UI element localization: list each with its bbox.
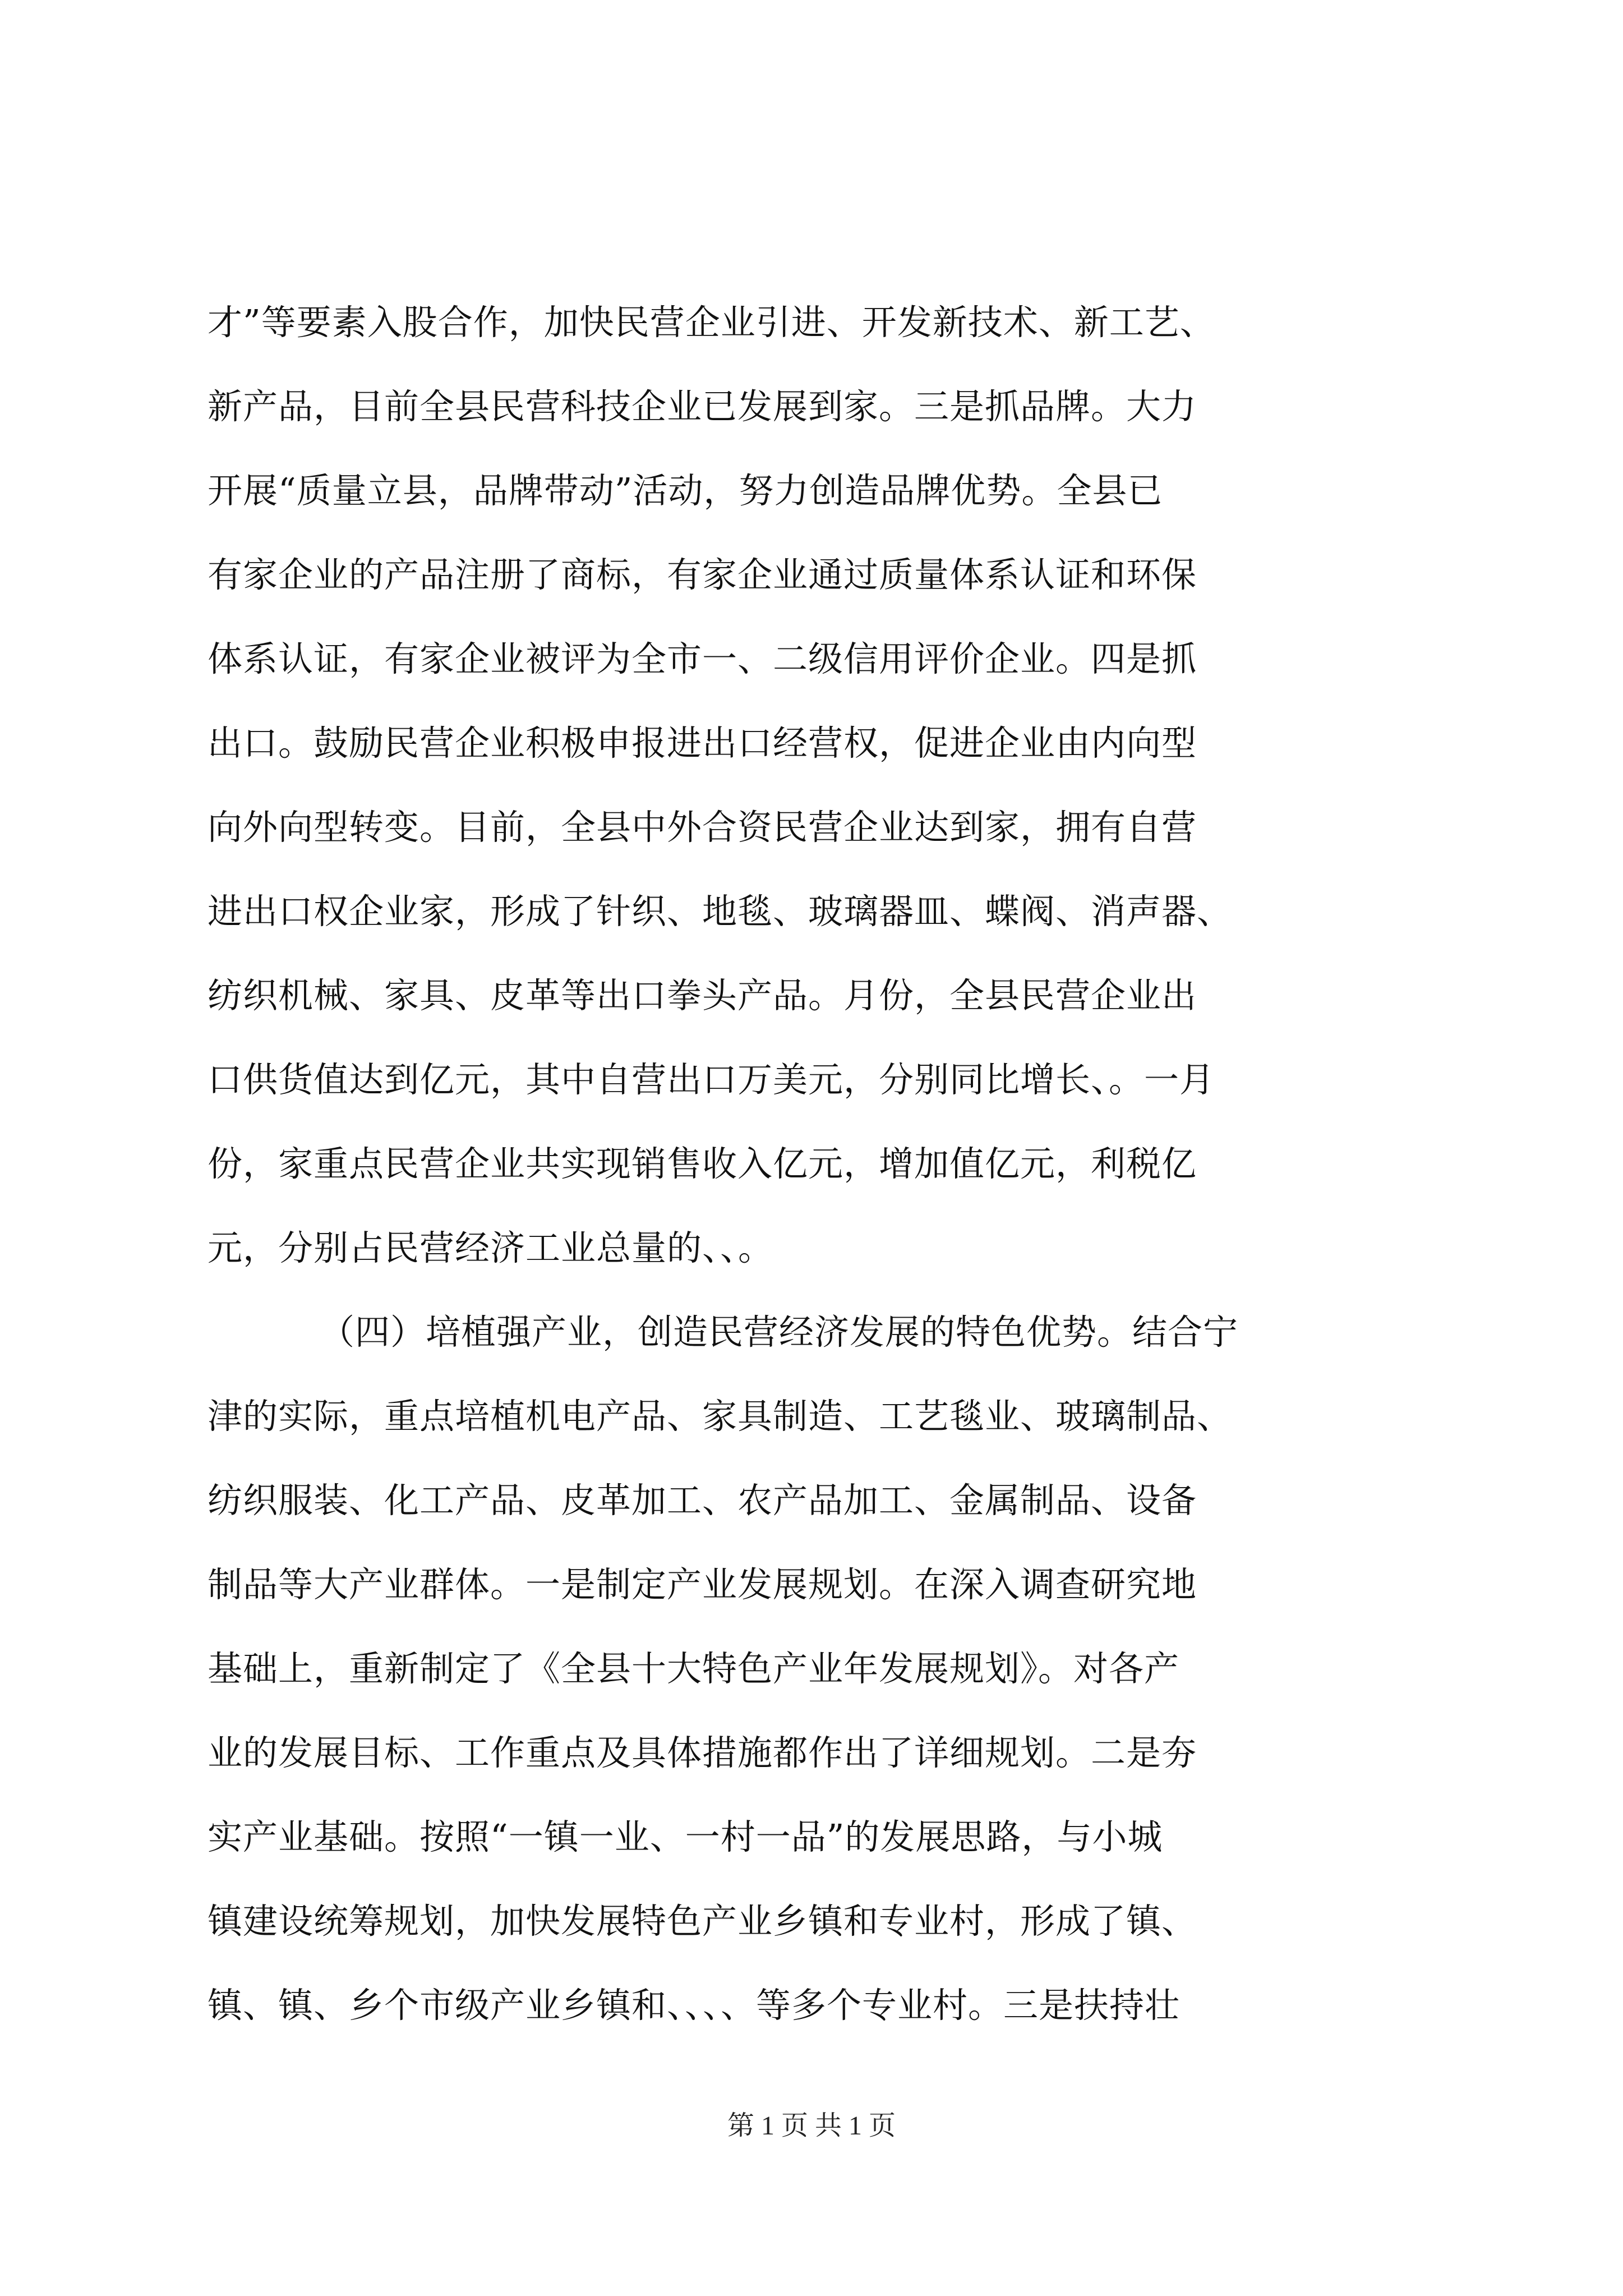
text-line: 出口。鼓励民营企业积极申报进出口经营权，促进企业由内向型 [208, 723, 1197, 763]
text-line: 纺织机械、家具、皮革等出口拳头产品。月份，全县民营企业出 [208, 975, 1197, 1016]
text-line: 开展“质量立县，品牌带动”活动，努力创造品牌优势。全县已 [208, 470, 1163, 511]
text-line: 纺织服装、化工产品、皮革加工、农产品加工、金属制品、设备 [208, 1480, 1197, 1521]
text-line: 有家企业的产品注册了商标，有家企业通过质量体系认证和环保 [208, 554, 1197, 595]
text-line: 进出口权企业家，形成了针织、地毯、玻璃器皿、蝶阀、消声器、 [208, 891, 1233, 932]
text-line: 新产品，目前全县民营科技企业已发展到家。三是抓品牌。大力 [208, 386, 1197, 427]
text-line: 镇、镇、乡个市级产业乡镇和、、、、等多个专业村。三是扶持壮 [208, 1985, 1181, 2026]
text-line: 才”等要素入股合作，加快民营企业引进、开发新技术、新工艺、 [208, 302, 1215, 343]
text-line: 镇建设统筹规划，加快发展特色产业乡镇和专业村，形成了镇、 [208, 1901, 1197, 1941]
page-footer [0, 2109, 1623, 2143]
text-line: 基础上，重新制定了《全县十大特色产业年发展规划》。对各产 [208, 1648, 1180, 1689]
text-line: 向外向型转变。目前，全县中外合资民营企业达到家，拥有自营 [208, 807, 1197, 848]
paragraph-start-line: （四）培植强产业，创造民营经济发展的特色优势。结合宁 [320, 1312, 1239, 1352]
document-body [208, 280, 1441, 2047]
text-line: 元，分别占民营经济工业总量的、、。 [208, 1227, 774, 1268]
text-line: 业的发展目标、工作重点及具体措施都作出了详细规划。二是夯 [208, 1732, 1197, 1773]
text-line: 口供货值达到亿元，其中自营出口万美元，分别同比增长、。一月 [208, 1059, 1215, 1100]
text-line: 实产业基础。按照“一镇一业、一村一品”的发展思路，与小城 [208, 1816, 1163, 1857]
page-number: 第 1 页 共 1 页 [727, 2111, 896, 2141]
text-line: 津的实际，重点培植机电产品、家具制造、工艺毯业、玻璃制品、 [208, 1396, 1233, 1437]
text-line: 份，家重点民营企业共实现销售收入亿元，增加值亿元，利税亿 [208, 1143, 1197, 1184]
text-line: 体系认证，有家企业被评为全市一、二级信用评价企业。四是抓 [208, 638, 1197, 679]
text-line: 制品等大产业群体。一是制定产业发展规划。在深入调查研究地 [208, 1564, 1197, 1605]
